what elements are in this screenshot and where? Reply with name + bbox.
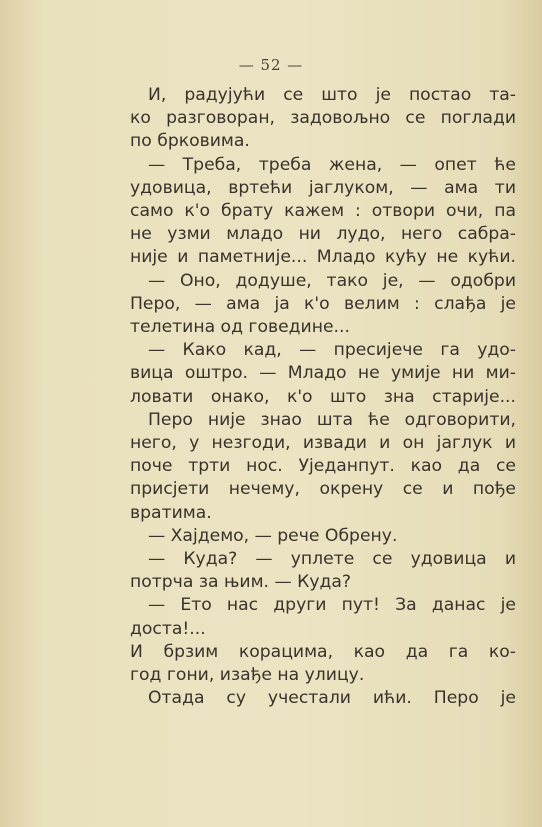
text-line: Перо није знао шта ће одговорити, [148,409,516,430]
text-line: Отада су учестали ићи. Перо је [148,688,516,709]
text-line: само к'о брату кажем : отвори очи, па [130,201,516,222]
text-line: ловати онако, к'о што зна старије... [130,386,516,407]
text-line: не узми младо ни лудо, него сабра- [130,224,516,245]
text-line: вица оштро. — Младо не умије ни ми- [130,363,516,384]
text-line: доста!... [130,618,206,639]
text-line: присјети нечему, окрену се и пође [130,479,516,500]
text-line: — Ето нас други пут! За данас је [148,595,516,616]
text-line: год гони, изађе на улицу. [130,665,365,686]
text-line: — Оно, додуше, тако је, — одобри [148,270,516,291]
page-number: — 52 — [238,56,304,74]
text-line: телетина од говедине... [130,317,350,338]
text-line: него, у незгоди, извади и он јаглук и [130,433,516,454]
text-line: — Како кад, — пресијече га удо- [148,340,516,361]
text-line: вратима. [130,502,212,523]
text-line: Перо, — ама ја к'о велим : слађа је [130,293,516,314]
text-line: по брковима. [130,131,250,152]
text-line: поче трти нос. Уједанпут. као да се [130,456,516,477]
text-line: — Куда? — уплете се удовица и [148,549,516,570]
text-line: — Треба, треба жена, — опет ће [148,154,516,175]
body-text [130,84,516,710]
text-line: И, радујући се што је постао та- [148,85,516,105]
text-line: није и паметније... Младо кућу не кући. [130,247,516,268]
text-line: ко разговоран, задовољно се поглади [130,108,516,129]
text-line: удовица, вртећи јаглуком, — ама ти [130,177,516,198]
text-line: И брзим корацима, као да га ко- [130,641,516,662]
text-line: — Хајдемо, — рече Обрену. [148,525,398,546]
text-line: потрча за њим. — Куда? [130,572,352,593]
